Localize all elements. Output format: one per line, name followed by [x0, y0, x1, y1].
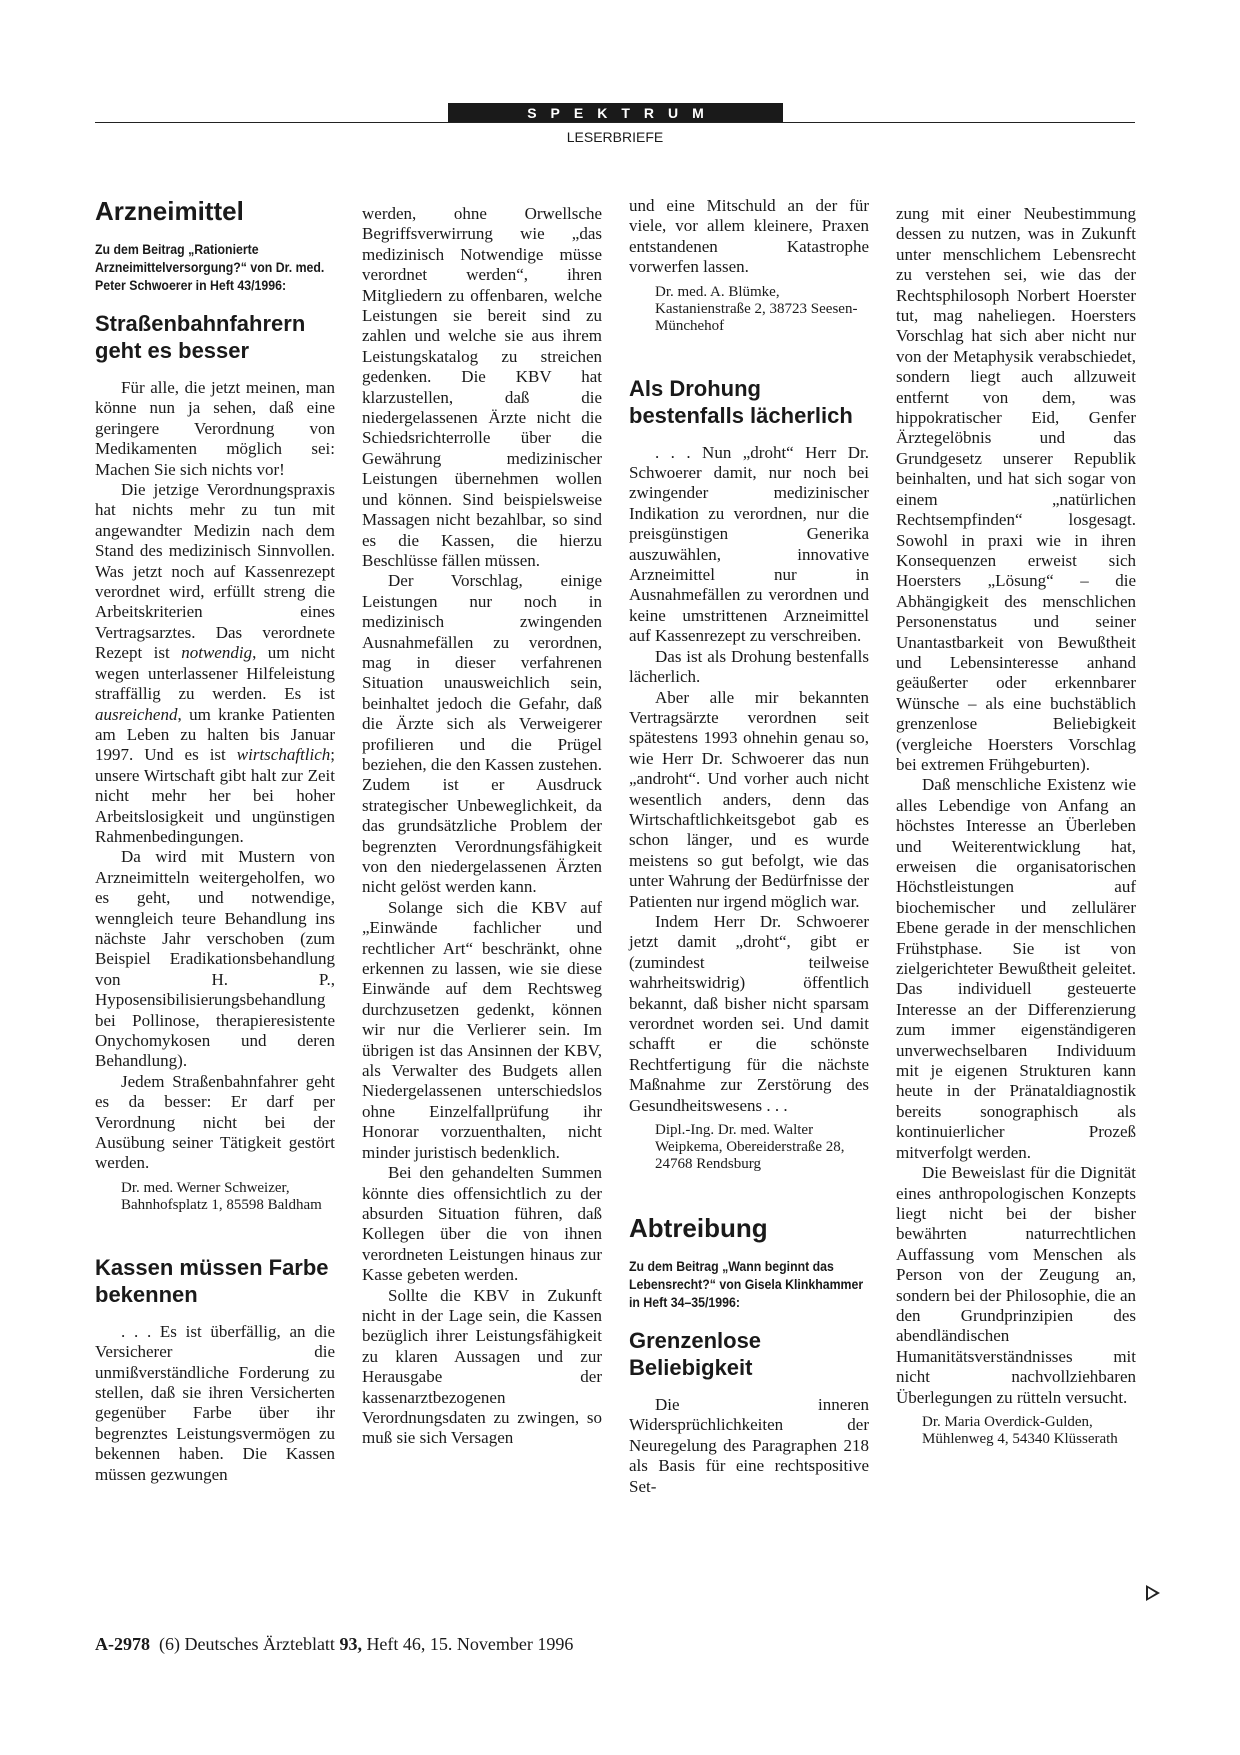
letter-paragraph: Jedem Straßenbahnfahrer geht es da besser: Er darf per Verordnung nicht bei der Ausübung seiner Tätigkeit gestört werden. — [95, 1071, 335, 1173]
letter-paragraph: Sollte die KBV in Zukunft nicht in der Lage sein, die Kassen bezüglich ihrer Leistungsfähigkeit zu klaren Aussagen und zur Herausgabe der kassenarztbezogenen Verordnungsdaten zu zwingen, so muß sie sich Versagen — [362, 1285, 602, 1448]
letter-paragraph: und eine Mitschuld an der für viele, vor allem kleinere, Praxen entstandenen Katastrophe vorwerfen lassen. — [629, 196, 869, 277]
journal-citation: (6) Deutsches Ärzteblatt — [159, 1634, 335, 1654]
letter-paragraph: werden, ohne Orwellsche Begriffsverwirrung wie „das medizinisch Notwendige müsse verordnet werden“, ihren Mitgliedern zu offenbaren, welche Leistungen sie bereit sind zu zahlen und welche sie aus ihrem Leistungskatalog zu streichen gedenken. Die KBV hat klarzustellen, daß die niedergelassenen Ärzte nicht die Schiedsrichterrolle über die Gewährung medizinischer Leistungen übernehmen wollen und können. Sind beispielsweise Massagen nicht bezahlbar, so sind es die Kassen, die hierzu Beschlüsse fällen müssen. — [362, 204, 602, 570]
letter-paragraph: Die inneren Widersprüchlichkeiten der Neuregelung des Paragraphen 218 als Basis für eine rechtspositive Set- — [629, 1395, 869, 1496]
emphasis: ausreichend — [95, 704, 178, 724]
author-signature: Dr. med. Werner Schweizer, Bahnhofsplatz 1, 85598 Baldham — [121, 1179, 322, 1213]
section-kicker: SPEKTRUM — [448, 103, 783, 123]
letter-headline: Als Drohung bestenfalls lächerlich — [629, 375, 853, 428]
letter-paragraph: Solange sich die KBV auf „Einwände fachlicher und rechtlicher Art“ beschränkt, ohne erkennen zu lassen, wie sie diese Einwände auf dem Rechtsweg durchzusetzen gedenkt, können wir nur die Verlierer sein. Im übrigen ist das Ansinnen der KBV, als Verwalter des Budgets allen Niedergelassenen unterschiedslos ohne Einzelfallprüfung ihr Honorar vorzuenthalten, nicht minder juristisch bedenklich. — [362, 897, 602, 1162]
column-1 — [95, 196, 335, 1485]
letter-paragraph: zung mit einer Neubestimmung dessen zu nutzen, was in Zukunft unter menschlichem Lebensrecht zu verstehen sei, wie das der Rechtsphilosoph Norbert Hoerster tut, mag naheliegen. Hoersters Vorschlag hat sich aber nicht nur von der Metaphysik verabschiedet, sondern liegt auch allzuweit entfernt von dem, was hippokratischer Eid, Genfer Ärztegelöbnis und das Grundgesetz unserer Republik beinhalten, und hat sich sogar von einem „natürlichen Rechtsempfinden“ losgesagt. Sowohl in praxi wie in ihren Konsequenzen erweist sich Hoersters „Lösung“ – die Abhängigkeit des menschlichen Personenstatus und seiner Unantastbarkeit von Bewußtheit und Lebensinteresse anhand geäußerter oder erkennbarer Wünsche – als eine buchstäblich grenzenlose Beliebigkeit (vergleiche Hoersters Vorschlag bei extremen Frühgeburten). — [896, 204, 1136, 774]
column-3 — [629, 196, 869, 1497]
letter-paragraph: Die jetzige Verordnungspraxis hat nichts mehr zu tun mit angewandter Medizin nach dem Stand des medizinisch Sinnvollen. Was jetzt noch auf Kassenrezept verordnet wird, erfüllt streng die Arbeitskriterien eines Vertragsarztes. Das verordnete Rezept ist notwendig, um nicht wegen unterlassener Hilfeleistung straffällig zu werden. Es ist ausreichend, um kranke Patienten am Leben zu halten bis Januar 1997. Und es ist wirtschaftlich; unsere Wirtschaft gibt halt zur Zeit nicht mehr her bei hoher Arbeitslosigkeit und ungünstigen Rahmenbedingungen. — [95, 480, 336, 846]
page-code: A-2978 — [95, 1634, 150, 1654]
emphasis: notwendig — [181, 643, 253, 663]
letter-paragraph: Indem Herr Dr. Schwoerer jetzt damit „droht“, gibt er (zumindest teilweise wahrheitswidrig) öffentlich bekannt, daß bisher nicht sparsam verordnet worden sei. Und damit schafft er die schönste Rechtfertigung für die nächste Maßnahme zur Zerstörung des Gesundheitswesens . . . — [629, 911, 869, 1115]
topic-heading: Arzneimittel — [95, 196, 244, 226]
letter-paragraph: Daß menschliche Existenz wie alles Lebendige von Anfang an höchstes Interesse an Überleben und Weiterentwicklung hat, erweisen die organisatorischen Höchstleistungen auf biochemischer und zellulärer Ebene gerade in der menschlichen Frühstphase. Sie ist von zielgerichteter Bewußtheit geleitet. Das individuell gesteuerte Interesse an der Differenzierung zum immer eigenständigeren unverwechselbaren Individuum mit je eigenen Strukturen kann heute in der Pränataldiagnostik bereits sonographisch als kontinuierlicher Prozeß mitverfolgt werden. — [896, 775, 1136, 1162]
topic-heading: Abtreibung — [629, 1213, 768, 1244]
section-label: LESERBRIEFE — [566, 129, 664, 145]
letter-paragraph: Der Vorschlag, einige Leistungen nur noch in medizinisch zwingenden Ausnahmefällen zu verordnen, mag in dieser verfahrenen Situation unausweichlich sein, beinhaltet jedoch die Gefahr, daß die Ärzte sich als Verweigerer profilieren und die Prügel beziehen, die den Kassen zustehen. Zudem ist er Ausdruck strategischer Unbeweglichkeit, da das grundsätzliche Problem der begrenzten Verordnungsfähigkeit von den niedergelassenen Ärzten nicht gelöst werden kann. — [362, 571, 602, 897]
article-reference: Zu dem Beitrag „Wann beginnt das Lebensrecht?“ von Gisela Klinkhammer in Heft 34–35/1996: — [629, 1258, 864, 1311]
emphasis: wirtschaftlich — [236, 745, 331, 765]
letter-paragraph: Da wird mit Mustern von Arzneimitteln weitergeholfen, wo es geht, und notwendige, wenngleich teure Behandlung ins nächste Jahr verschoben (zum Beispiel Eradikationsbehandlung von H. P., Hyposensibilisierungsbehandlung bei Pollinose, therapieresistente Onychomykosen und deren Behandlung). — [95, 847, 335, 1071]
continue-arrow-icon — [1146, 1585, 1160, 1601]
author-signature: Dr. med. A. Blümke, Kastanienstraße 2, 38723 Seesen-Münchehof — [655, 283, 858, 334]
volume-number: 93, — [339, 1634, 362, 1654]
author-signature: Dipl.-Ing. Dr. med. Walter Weipkema, Obereiderstraße 28, 24768 Rendsburg — [655, 1122, 845, 1173]
column-4 — [896, 204, 1136, 1448]
letter-paragraph: Aber alle mir bekannten Vertragsärzte verordnen seit spätestens 1993 ohnehin genau so, wie Herr Dr. Schwoerer das nun „androht“. Und vorher auch nicht wesentlich anders, denn das Wirtschaftlichkeitsgebot gab es schon länger, und es wurde meistens so gut befolgt, wie das unter Wahrung der Bedürfnisse der Patienten nur irgend möglich war. — [629, 687, 869, 911]
letter-headline: Straßenbahnfahrern geht es besser — [95, 311, 306, 363]
letter-headline: Kassen müssen Farbe bekennen — [95, 1254, 329, 1307]
header-rule — [95, 122, 1135, 123]
letter-paragraph: Das ist als Drohung bestenfalls lächerlich. — [629, 646, 869, 687]
page-footer — [95, 1634, 573, 1655]
issue-date: Heft 46, 15. November 1996 — [366, 1634, 574, 1654]
article-reference: Zu dem Beitrag „Rationierte Arzneimittelversorgung?“ von Dr. med. Peter Schwoerer in Heft 43/1996: — [95, 241, 325, 293]
column-2 — [362, 204, 602, 1449]
letter-paragraph: Die Beweislast für die Dignität eines anthropologischen Konzepts liegt nicht bei der bisher bewährten naturrechtlichen Auffassung vom Menschen als Person von der Zeugung an, sondern bei der Philosophie, die an den Grundprinzipien des abendländischen Humanitätsverständnisses mit nicht nachvollziehbaren Überlegungen zu rütteln versucht. — [896, 1163, 1136, 1407]
letter-paragraph: Bei den gehandelten Summen könnte dies offensichtlich zu der absurden Situation führen, daß Kollegen über die von ihnen verordneten Leistungen hinaus zur Kasse gebeten werden. — [362, 1163, 602, 1285]
letter-paragraph: . . . Nun „droht“ Herr Dr. Schwoerer damit, nur noch bei zwingender medizinischer Indikation zu verordnen, nur die preisgünstigen Generika auszuwählen, innovative Arzneimittel nur in Ausnahmefällen zu verordnen und keine umstrittenen Arzneimittel auf Kassenrezept zu verschreiben. — [629, 442, 869, 646]
letter-headline: Grenzenlose Beliebigkeit — [629, 1328, 762, 1381]
author-signature: Dr. Maria Overdick-Gulden, Mühlenweg 4, 54340 Klüsserath — [922, 1413, 1118, 1447]
letter-paragraph: . . . Es ist überfällig, an die Versicherer die unmißverständliche Forderung zu stellen, daß sie ihren Versicherten gegenüber Farbe über ihr begrenztes Leistungsvermögen zu bekennen haben. Die Kassen müssen gezwungen — [95, 1321, 335, 1484]
letter-paragraph: Für alle, die jetzt meinen, man könne nun ja sehen, daß eine geringere Verordnung von Medikamenten möglich sei: Machen Sie sich nichts vor! — [95, 378, 335, 479]
